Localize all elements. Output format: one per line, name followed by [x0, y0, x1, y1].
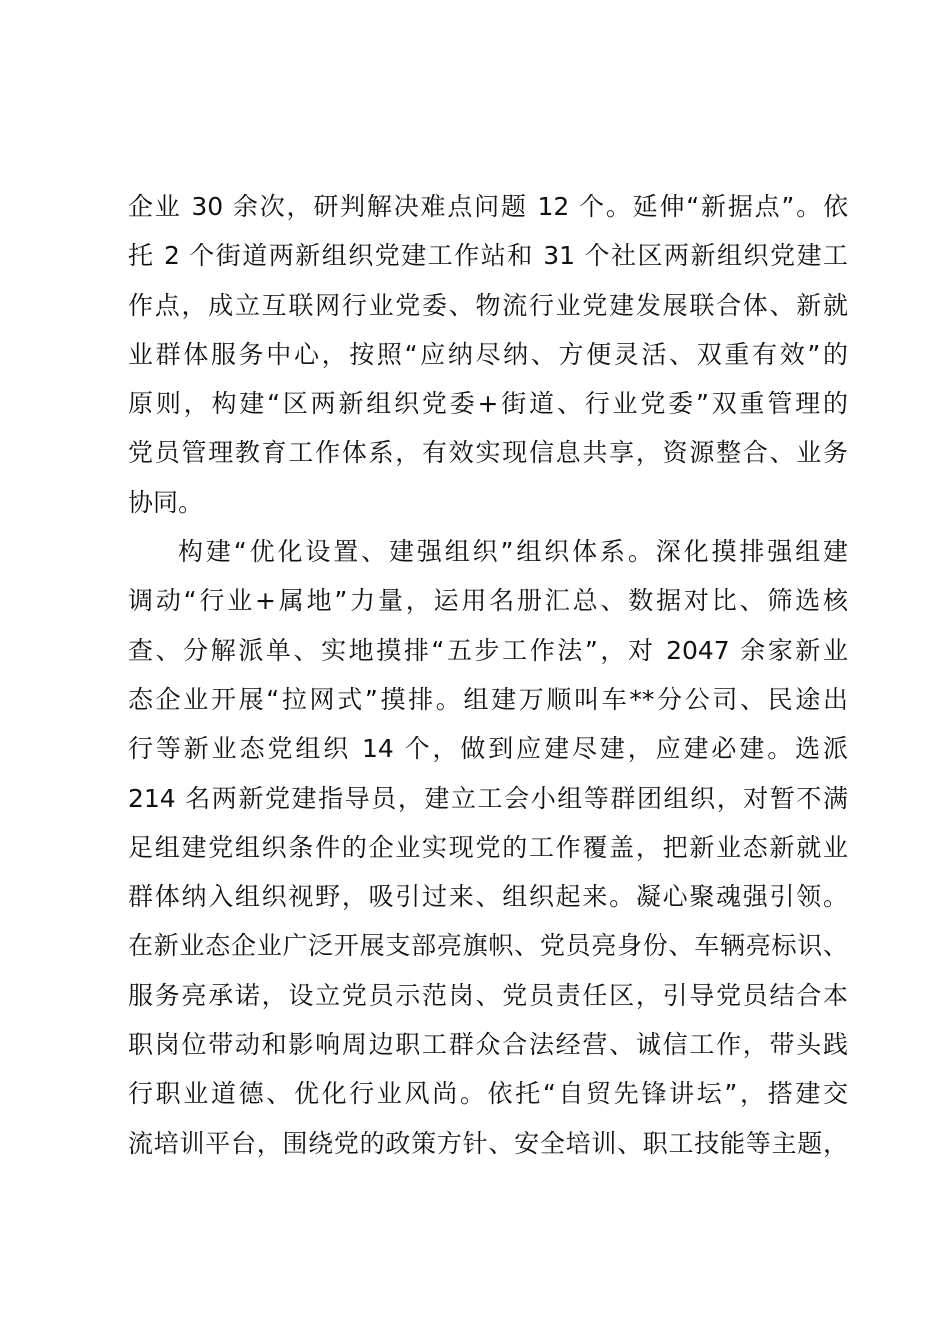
- text-line-13: 214 名两新党建指导员，建立工会小组等群团组织，对暂不满: [128, 783, 848, 813]
- text-line-11: 态企业开展“拉网式”摸排。组建万顺叫车**分公司、民途出: [128, 684, 848, 714]
- text-line-4: 业群体服务中心，按照“应纳尽纳、方便灵活、双重有效”的: [128, 339, 848, 369]
- body-text: [128, 182, 848, 1168]
- text-line-17: 服务亮承诺，设立党员示范岗、党员责任区，引导党员结合本: [128, 980, 848, 1010]
- text-line-3: 作点，成立互联网行业党委、物流行业党建发展联合体、新就: [128, 290, 848, 320]
- text-line-12: 行等新业态党组织 14 个，做到应建尽建，应建必建。选派: [128, 734, 848, 764]
- text-line-2: 托 2 个街道两新组织党建工作站和 31 个社区两新组织党建工: [128, 241, 848, 271]
- text-line-15: 群体纳入组织视野，吸引过来、组织起来。凝心聚魂强引领。: [128, 882, 848, 912]
- text-line-9: 调动“行业+属地”力量，运用名册汇总、数据对比、筛选核: [128, 586, 848, 616]
- text-line-8: 构建“优化设置、建强组织”组织体系。深化摸排强组建: [178, 537, 848, 567]
- text-line-18: 职岗位带动和影响周边职工群众合法经营、诚信工作，带头践: [128, 1030, 848, 1060]
- text-line-7: 协同。: [128, 487, 204, 517]
- text-line-1: 企业 30 余次，研判解决难点问题 12 个。延伸“新据点”。依: [128, 192, 848, 221]
- text-line-14: 足组建党组织条件的企业实现党的工作覆盖，把新业态新就业: [128, 832, 848, 862]
- text-line-10: 查、分解派单、实地摸排“五步工作法”，对 2047 余家新业: [128, 635, 848, 665]
- text-line-16: 在新业态企业广泛开展支部亮旗帜、党员亮身份、车辆亮标识、: [128, 931, 848, 961]
- text-line-6: 党员管理教育工作体系，有效实现信息共享，资源整合、业务: [128, 438, 848, 468]
- text-line-19: 行职业道德、优化行业风尚。依托“自贸先锋讲坛”，搭建交: [128, 1079, 848, 1109]
- text-line-5: 原则，构建“区两新组织党委+街道、行业党委”双重管理的: [128, 389, 848, 419]
- text-line-20: 流培训平台，围绕党的政策方针、安全培训、职工技能等主题，: [128, 1128, 848, 1158]
